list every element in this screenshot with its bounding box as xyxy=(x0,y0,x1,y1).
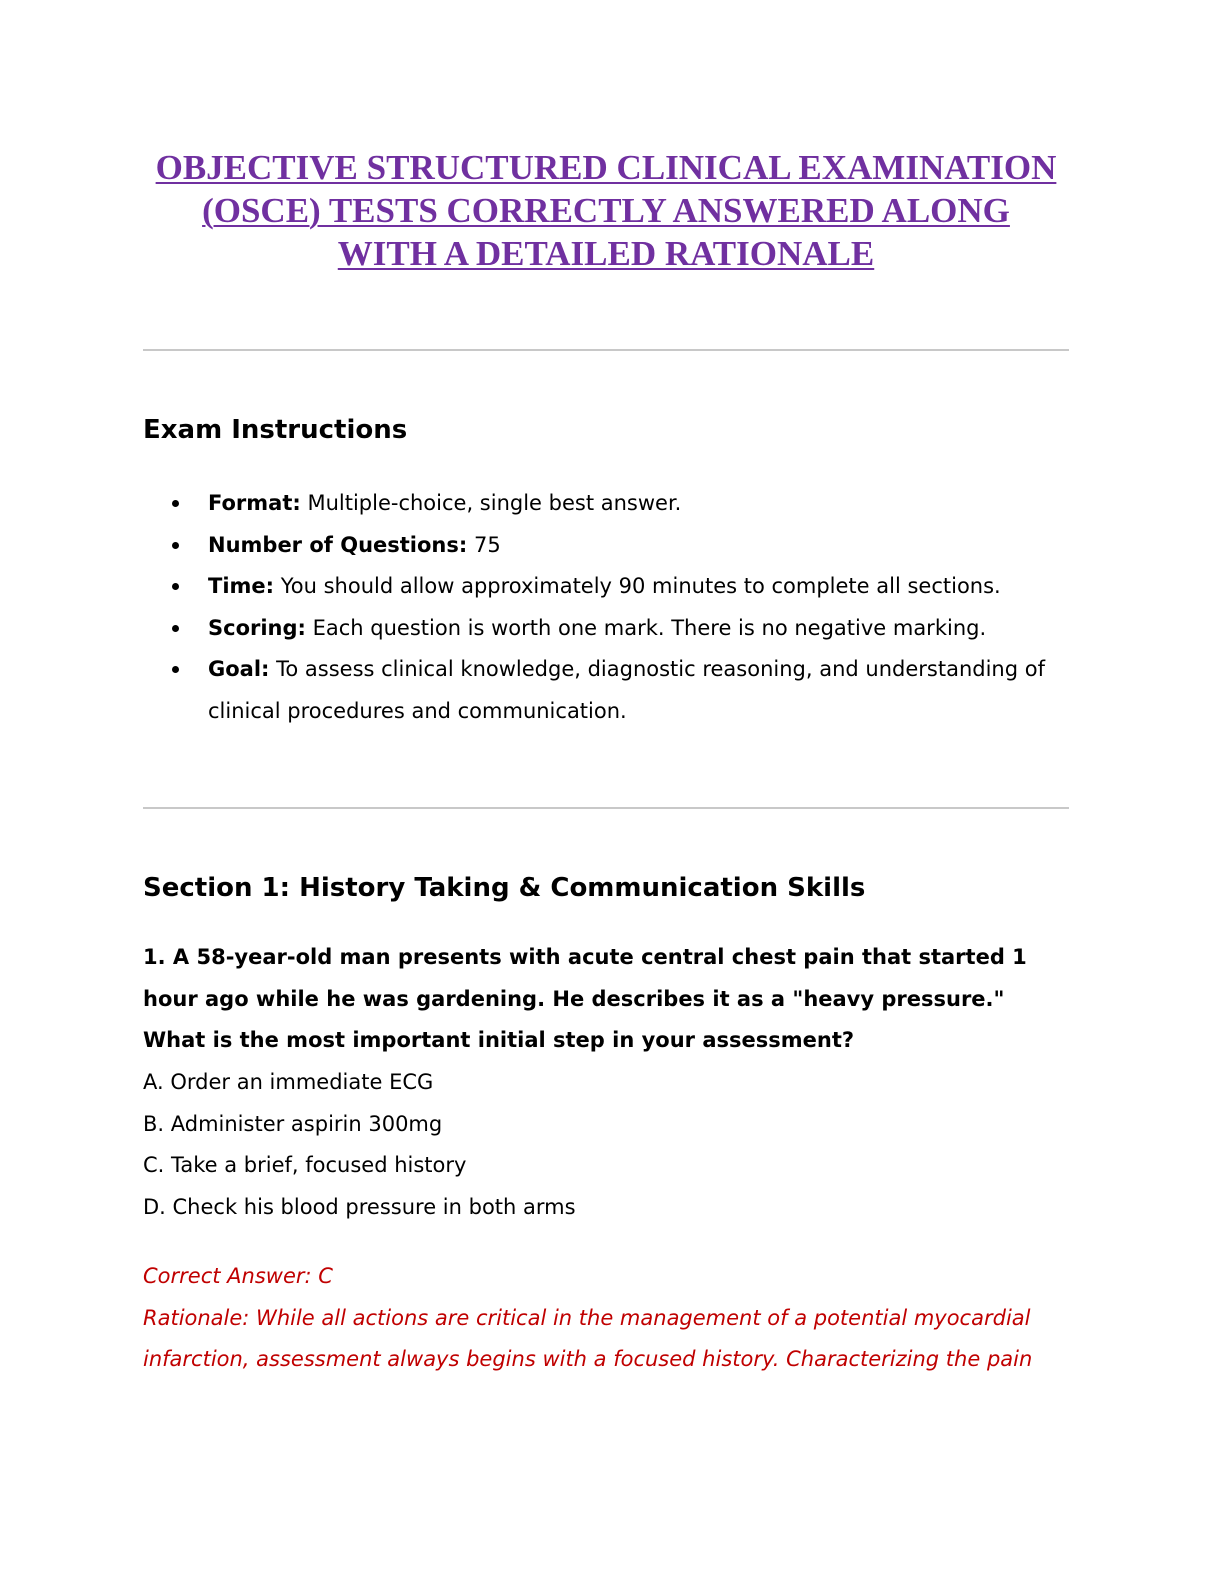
option-d: D. Check his blood pressure in both arms xyxy=(143,1194,576,1219)
instruction-item-number-of-questions xyxy=(143,525,1063,567)
instruction-item-scoring xyxy=(143,608,1063,650)
bullet-icon xyxy=(172,625,179,632)
instruction-text: To assess clinical knowledge, diagnostic reasoning, and understanding of clinical procedures and communication. xyxy=(208,657,1045,723)
option-c: C. Take a brief, focused history xyxy=(143,1153,467,1178)
correct-answer: Correct Answer: C xyxy=(143,1264,333,1288)
instruction-label: Goal: xyxy=(208,657,270,682)
bullet-icon xyxy=(172,542,179,549)
instruction-text: Each question is worth one mark. There is no negative marking. xyxy=(305,615,987,640)
instruction-text: You should allow approximately 90 minutes to complete all sections. xyxy=(274,574,1001,599)
instruction-text: Multiple-choice, single best answer. xyxy=(300,491,682,515)
rationale-text: Rationale: While all actions are critical in the management of a potential myocardial infarction, assessment always begins with a focused history. Characterizing the pain xyxy=(143,1305,1033,1372)
bullet-icon xyxy=(172,500,179,507)
section-heading: Section 1: History Taking & Communication Skills xyxy=(143,873,866,903)
bullet-icon xyxy=(172,583,179,590)
title-line-1: OBJECTIVE STRUCTURED CLINICAL EXAMINATION xyxy=(155,148,1057,187)
answer-block xyxy=(143,1256,1043,1381)
instruction-label: Scoring: xyxy=(208,615,306,640)
instruction-label: Format: xyxy=(208,491,301,515)
instruction-text: 75 xyxy=(467,532,501,557)
document-title xyxy=(110,146,1102,275)
instruction-item-goal xyxy=(143,649,1063,732)
option-a: A. Order an immediate ECG xyxy=(143,1070,434,1094)
instructions-list xyxy=(143,483,1063,733)
option-b: B. Administer aspirin 300mg xyxy=(143,1111,443,1136)
title-line-2: (OSCE) TESTS CORRECTLY ANSWERED ALONG xyxy=(202,191,1010,230)
question-text: 1. A 58-year-old man presents with acute central chest pain that started 1 hour ago while he was gardening. He describes it as a "heavy pressure." What is the most important initial step in your assessment? xyxy=(143,945,1027,1053)
horizontal-divider xyxy=(143,349,1069,351)
instruction-item-time xyxy=(143,566,1063,608)
bullet-icon xyxy=(172,666,179,673)
horizontal-divider xyxy=(143,807,1069,809)
instruction-label: Number of Questions: xyxy=(208,532,468,557)
instruction-label: Time: xyxy=(208,574,275,599)
instructions-heading: Exam Instructions xyxy=(143,415,408,445)
answer-options xyxy=(143,1062,576,1228)
instruction-item-format xyxy=(143,483,1063,525)
title-line-3: WITH A DETAILED RATIONALE xyxy=(337,234,875,273)
